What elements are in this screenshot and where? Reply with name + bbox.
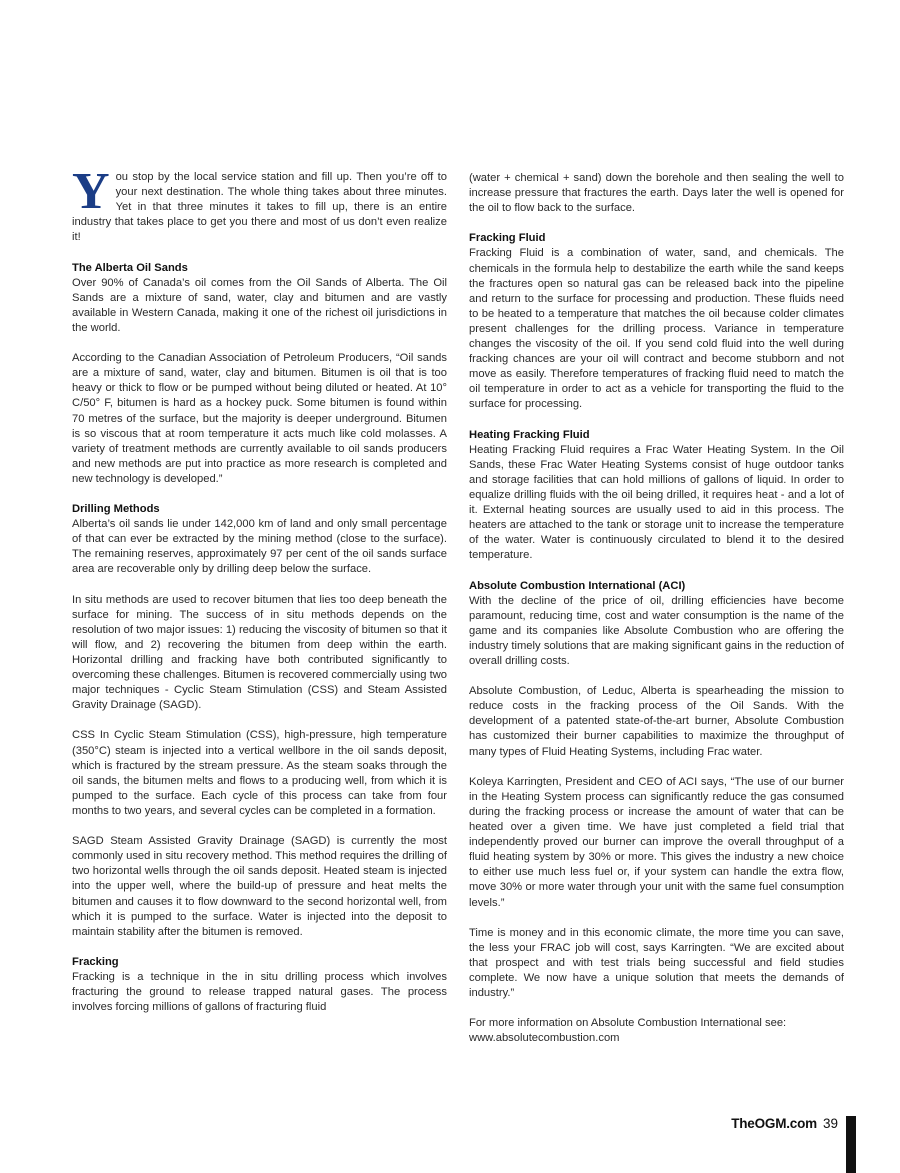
section-heading: Fracking Fluid <box>469 232 546 245</box>
section-heading: Heating Fracking Fluid <box>469 428 590 441</box>
article-section <box>72 351 447 487</box>
section-paragraph: According to the Canadian Association of Petroleum Producers, “Oil sands are a mixture of sand, water, clay and bitumen. Bitumen is oil that is too heavy or thick to flow or be pumped without being diluted or heated. At 10° C/50° F, bitumen is hard as a hockey puck. Some bitumen is found within 70 metres of the surface, but the majority is deeper underground. Bitumen is so viscous that at room temperature it acts much like cold molasses. A variety of treatment methods are currently available to oil sands producers and new methods are put into practice as more research is completed and new technology is developed.” <box>72 352 447 485</box>
section-paragraph: SAGD Steam Assisted Gravity Drainage (SAGD) is currently the most commonly used in situ recovery method. This method requires the drilling of two horizontal wells through the oil sands deposit. Heated steam is injected into the upper well, where the build-up of pressure and heat melts the bitumen and causes it to flow downward to the second horizontal well, from which it is pumped to the surface. Water is injected into the deposit to maintain stability after the bitumen is removed. <box>72 835 447 938</box>
article-section <box>72 261 447 336</box>
article-section <box>469 775 844 911</box>
section-paragraph: With the decline of the price of oil, drilling efficiencies have become paramount, reducing time, cost and water consumption is the name of the game and its companies like Absolute Combustion who are offering the industry timely solutions that are making significant gains in the reduction of overall drilling costs. <box>469 594 844 667</box>
intro-text: ou stop by the local service station and fill up. Then you’re off to your next destination. The whole thing takes about three minutes. Yet in that three minutes it takes to fill up, there is an entire industry that takes place to get you there and most of us don’t even realize it! <box>72 171 447 244</box>
page-footer <box>731 1116 838 1131</box>
website-link[interactable]: www.absolutecombustion.com <box>469 1032 620 1045</box>
article-section <box>72 955 447 1015</box>
section-paragraph: Absolute Combustion, of Leduc, Alberta is spearheading the mission to reduce costs in the fracking process of the Oil Sands. With the development of a patented state-of-the-art burner, Absolute Combustion has customized their burner capabilities to maximize the throughput of many types of Fluid Heating Systems, including Frac water. <box>469 685 844 758</box>
section-paragraph: In situ methods are used to recover bitumen that lies too deep beneath the surface for mining. The success of in situ methods depends on the resolution of two major issues: 1) reducing the viscosity of bitumen so that it will flow, and 2) recovering the bitumen from deep within the earth. Horizontal drilling and fracking have both contributed significantly to overcoming these challenges. Bitumen is recovered commercially using two major techniques - Cyclic Steam Stimulation (CSS) and Steam Assisted Gravity Drainage (SAGD). <box>72 593 447 712</box>
section-paragraph: (water + chemical + sand) down the borehole and then sealing the well to increase pressure that fractures the earth. Days later the well is opened for the oil to flow back to the surface. <box>469 172 844 215</box>
section-heading: Drilling Methods <box>72 503 160 516</box>
article-section <box>469 926 844 1001</box>
article-section <box>72 728 447 819</box>
section-heading: Fracking <box>72 955 119 968</box>
article-section <box>469 579 844 670</box>
closing-text: For more information on Absolute Combustion International see: <box>469 1017 787 1030</box>
closing-paragraph <box>469 1016 844 1046</box>
section-paragraph: Fracking Fluid is a combination of water, sand, and chemicals. The chemicals in the formula help to destabilize the earth while the sand keeps the fractures open so natural gas can be released back into the pipeline and return to the surface for processing and production. These fluids need to be heated to a temperature that matches the oil because colder climates present challenges for the drilling process. Variance in temperature changes the viscosity of the oil. If you send cold fluid into the well during fracking chances are your oil will contract and become stubborn and not move as easily. Therefore temperatures of fracking fluid need to match the oil temperature in order to act as a vehicle for transporting the fluid to the surface for processing. <box>469 247 844 411</box>
article-section <box>469 231 844 412</box>
right-sections <box>469 171 844 1001</box>
section-paragraph: Time is money and in this economic climate, the more time you can save, the less your FRAC job will cost, says Karringten. “We are excited about that prospect and with test trials being successful and field studies complete. We now have a unique solution that meets the demands of industry.” <box>469 926 844 1000</box>
intro-paragraph <box>72 163 447 245</box>
page-number: 39 <box>822 1116 838 1131</box>
article-section <box>72 593 447 714</box>
section-paragraph: Heating Fracking Fluid requires a Frac Water Heating System. In the Oil Sands, these Frac Water Heating Systems consist of huge outdoor tanks and storage facilities that can hold millions of gallons of liquid. In order to equalize drilling fluids with the oil being drilled, it requires heat - and a lot of it. External heating sources are usually used to aid in this process. The heaters are attached to the tank or storage unit to increase the temperature of the water. Water is continuously circulated to blend it to the desired temperature. <box>469 443 844 562</box>
article-section <box>72 502 447 577</box>
section-heading: Absolute Combustion International (ACI) <box>469 579 686 592</box>
left-sections <box>72 261 447 1016</box>
footer-site: TheOGM.com <box>731 1116 817 1131</box>
article-section <box>72 834 447 940</box>
section-paragraph: Alberta’s oil sands lie under 142,000 km of land and only small percentage of that can ever be extracted by the mining method (close to the surface). The remaining reserves, approximately 97 per cent of the oil sands surface area are recoverable only by drilling deep below the surface. <box>72 518 447 576</box>
footer-bar <box>846 1116 856 1173</box>
section-heading: The Alberta Oil Sands <box>72 261 188 274</box>
section-paragraph: Fracking is a technique in the in situ drilling process which involves fracturing the ground to release trapped natural gases. The process involves forcing millions of gallons of fracturing fluid <box>72 970 447 1014</box>
right-column <box>469 171 844 1062</box>
section-paragraph: Koleya Karringten, President and CEO of ACI says, “The use of our burner in the Heating System process can significantly reduce the gas consumed during the fracking process or increase the amount of water that can be heated over a given time. We have just completed a field trial that independently proved our burner can improve the overall throughput of a fluid heating system by 30% or more. This gives the industry a new choice to either use much less fuel or, if your system can handle the extra flow, move 30% or more water through your unit with the same fuel consumption levels.” <box>469 775 844 909</box>
section-paragraph: Over 90% of Canada’s oil comes from the Oil Sands of Alberta. The Oil Sands are a mixture of sand, water, clay and bitumen and are vastly available in Western Canada, making it one of the richest oil jurisdictions in the world. <box>72 276 447 334</box>
drop-cap: Y <box>72 163 110 220</box>
left-column <box>72 163 447 1030</box>
article-section <box>469 428 844 564</box>
article-section <box>469 684 844 759</box>
section-paragraph: CSS In Cyclic Steam Stimulation (CSS), high-pressure, high temperature (350°C) steam is injected into a vertical wellbore in the oil sands deposit, which is fractured by the stream pressure. As the steam soaks through the oil sands, the bitumen melts and flows to a producing well, from which it is pumped to the surface. Each cycle of this process can take from four months to two years, and several cycles can be completed in a formation. <box>72 729 447 817</box>
article-section <box>469 171 844 216</box>
